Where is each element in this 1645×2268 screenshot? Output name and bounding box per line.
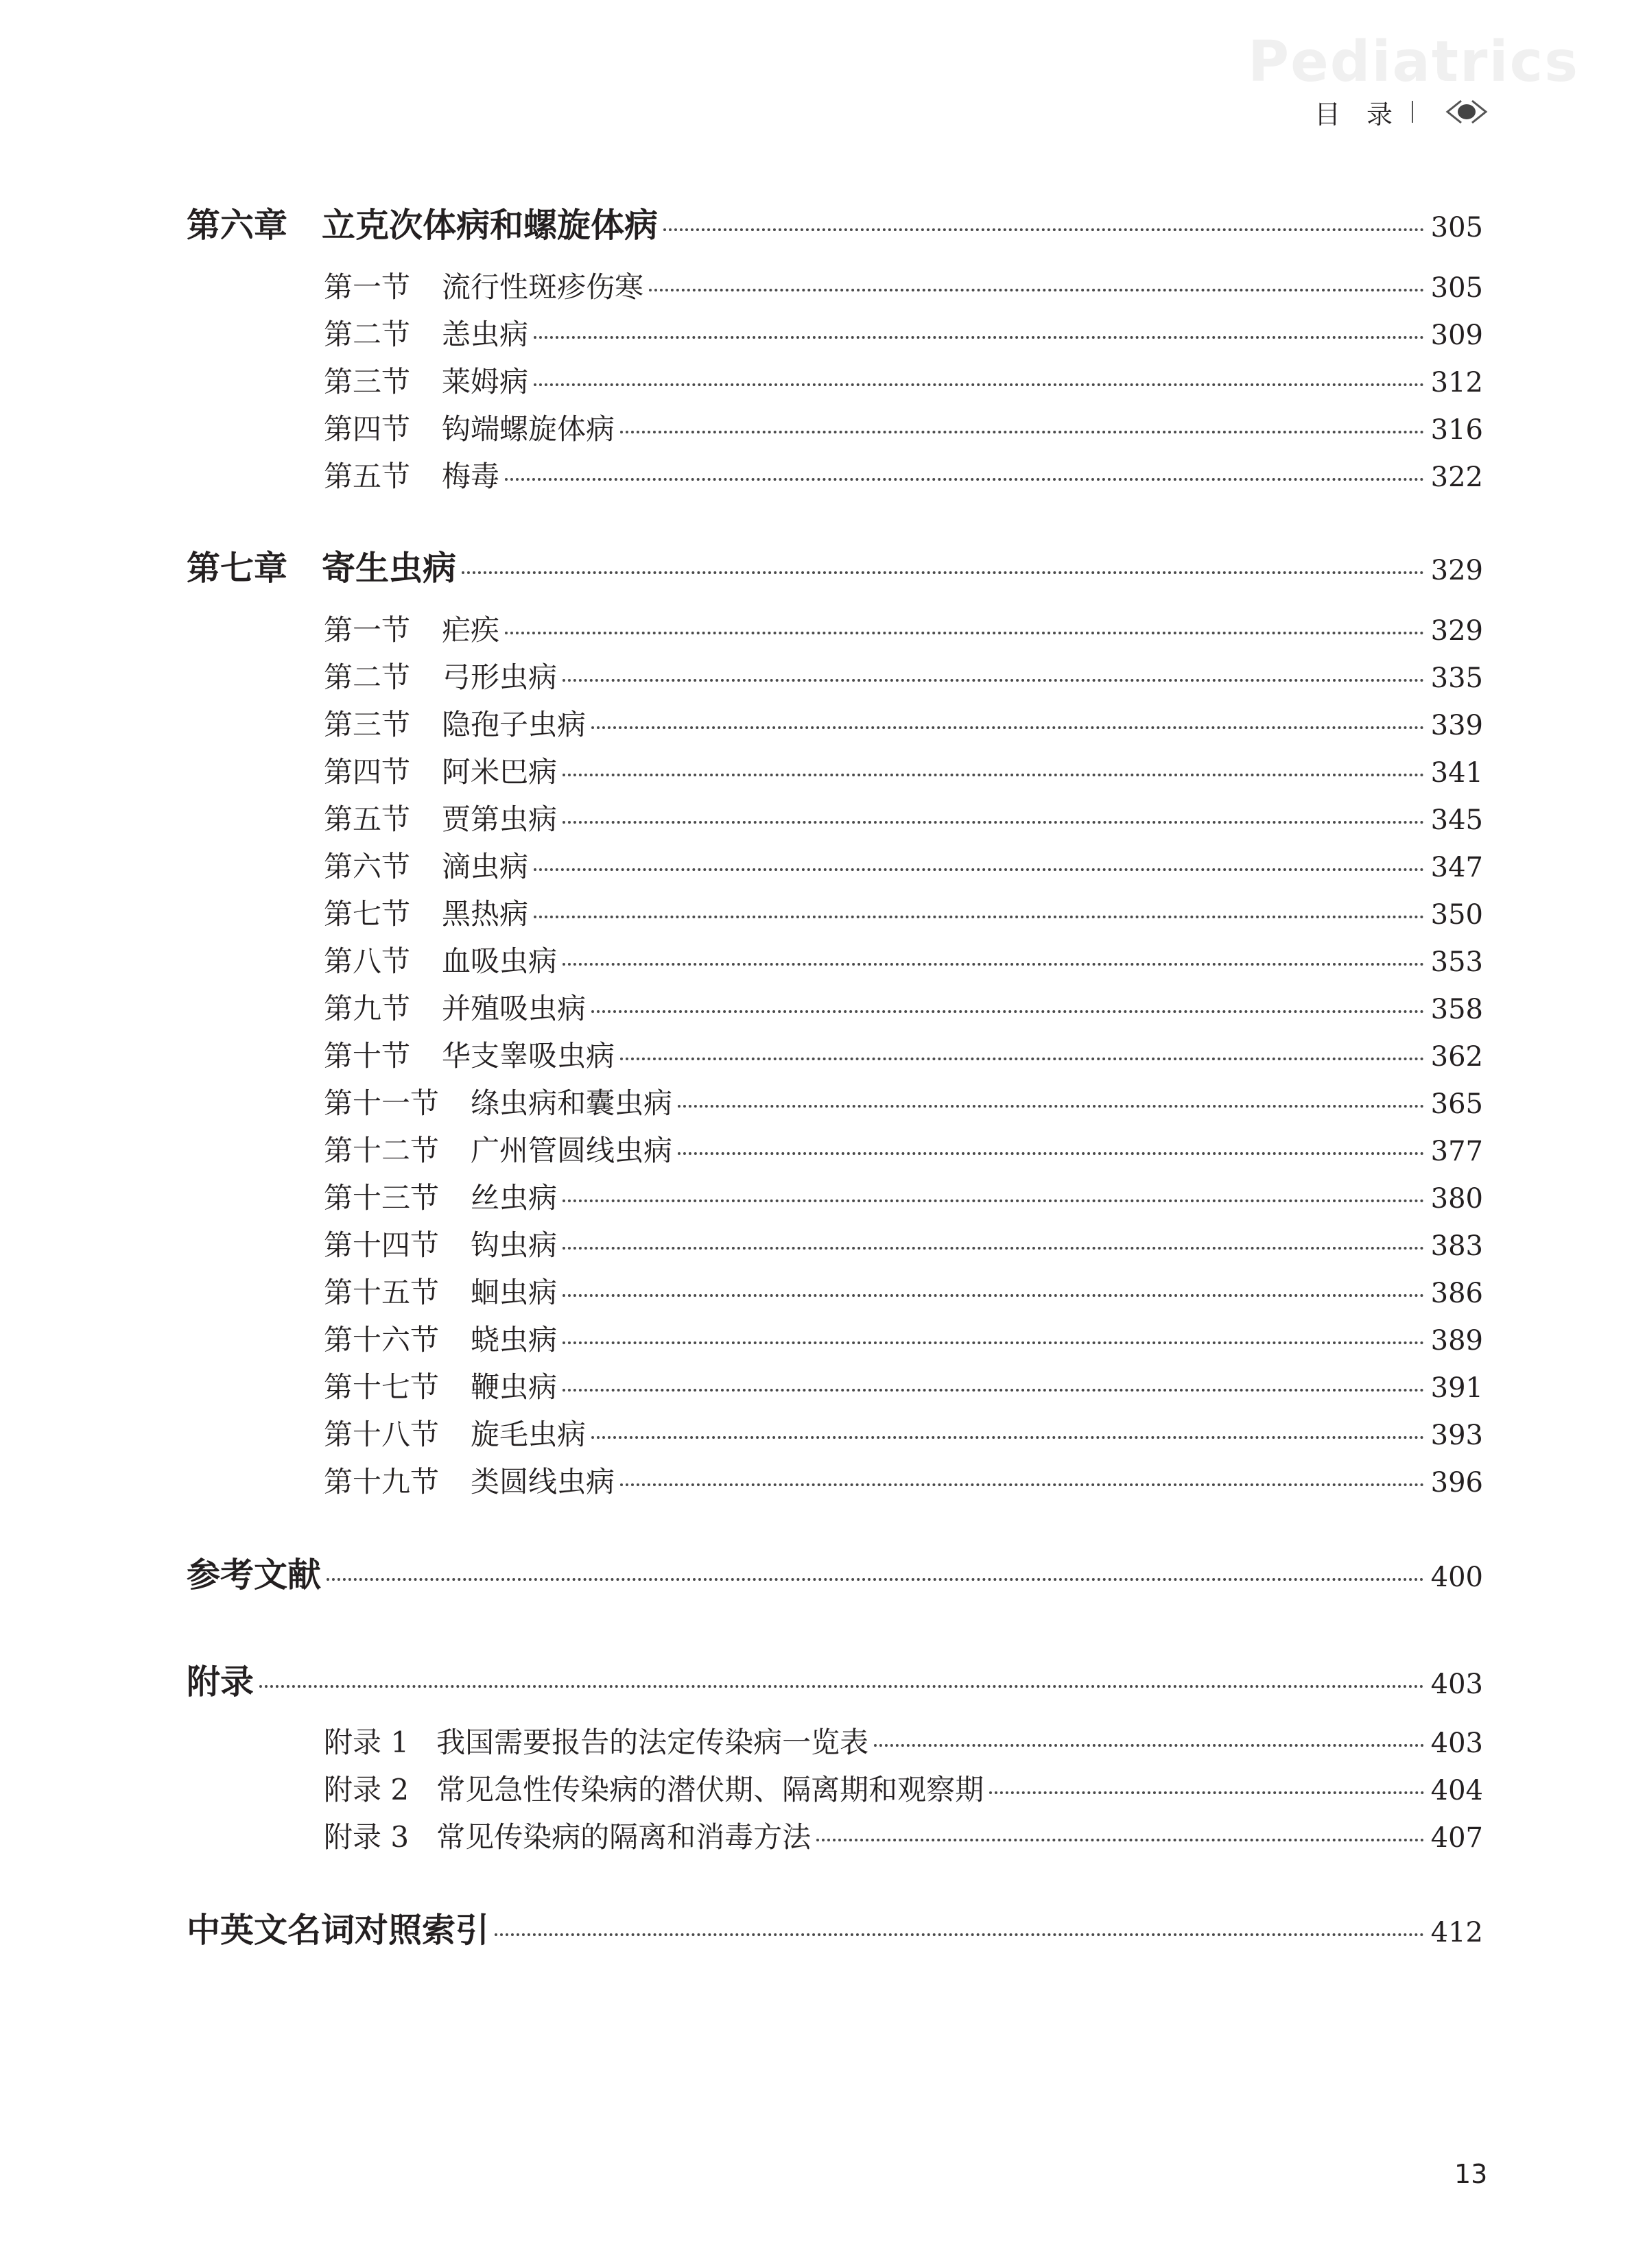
toc-section[interactable] [324,702,1483,743]
section-title: 我国需要报告的法定传染病一览表 [436,1726,869,1759]
section-label: 第四节 [324,755,411,789]
toc-section[interactable] [324,1128,1483,1169]
toc-section[interactable] [324,359,1483,401]
dot-leader [874,1744,1424,1747]
page-ref: 322 [1430,462,1483,493]
section-title: 蛔虫病 [471,1276,558,1309]
toc-section[interactable] [324,939,1483,980]
page-ref: 350 [1430,899,1483,931]
page-ref: 329 [1430,615,1483,647]
page-ref: 412 [1430,1917,1483,1948]
dot-leader [259,1685,1424,1688]
section-title: 贾第虫病 [442,802,558,836]
chapter-title: 立克次体病和螺旋体病 [322,206,659,245]
toc-section[interactable] [324,1034,1483,1075]
section-label: 第五节 [324,802,411,836]
dot-leader [505,632,1424,634]
toc-section[interactable] [324,1081,1483,1122]
page-ref: 329 [1430,555,1483,586]
page-ref: 309 [1430,320,1483,351]
section-title: 类圆线虫病 [471,1465,615,1499]
page-ref: 358 [1430,994,1483,1025]
dot-leader [462,571,1424,574]
dot-leader [563,774,1424,776]
dot-leader [563,963,1424,966]
page-ref: 339 [1430,710,1483,741]
section-label: 第一节 [324,613,411,647]
section-title: 常见传染病的隔离和消毒方法 [436,1820,812,1854]
dot-leader [591,1010,1424,1013]
dot-leader [649,289,1424,291]
dot-leader [563,1341,1424,1344]
section-title: 恙虫病 [442,318,529,351]
section-label: 第九节 [324,992,411,1025]
dot-leader [534,868,1424,871]
dot-leader [563,1389,1424,1392]
toc-section[interactable] [324,986,1483,1027]
dot-leader [563,1247,1424,1250]
dot-leader [620,1058,1424,1060]
toc-appendix-item[interactable] [324,1767,1483,1809]
toc-section[interactable] [324,1412,1483,1453]
section-label: 第十八节 [324,1418,440,1451]
page-ref: 403 [1430,1728,1483,1759]
dot-leader [678,1152,1424,1155]
section-label: 第十六节 [324,1323,440,1357]
toc-chapter-6[interactable] [187,199,1483,247]
dot-leader [327,1578,1424,1581]
section-label: 第十二节 [324,1134,440,1167]
section-label: 第二节 [324,660,411,694]
toc-section[interactable] [324,312,1483,353]
page-ref: 380 [1430,1183,1483,1215]
section-title: 阿米巴病 [442,755,558,789]
dot-leader [534,383,1424,386]
chapter-label: 第六章 [187,206,288,245]
section-label: 附录 2 [324,1773,410,1806]
toc-index[interactable] [187,1904,1483,1952]
page-ref: 341 [1430,757,1483,789]
section-title: 隐孢子虫病 [442,708,587,741]
running-header [1314,95,1489,129]
page-ref: 345 [1430,804,1483,836]
page-ref: 377 [1430,1136,1483,1167]
book-badge-icon [1445,98,1489,126]
toc-section[interactable] [324,1365,1483,1406]
dot-leader [563,1199,1424,1202]
section-label: 第七节 [324,897,411,931]
toc-section[interactable] [324,1270,1483,1311]
toc-section[interactable] [324,844,1483,885]
dot-leader [505,478,1424,481]
toc-section[interactable] [324,1223,1483,1264]
page-ref: 391 [1430,1372,1483,1404]
section-title: 绦虫病和囊虫病 [471,1086,673,1120]
section-label: 第十九节 [324,1465,440,1499]
dot-leader [591,1436,1424,1439]
toc-appendix-item[interactable] [324,1720,1483,1761]
page-ref: 347 [1430,852,1483,883]
section-title: 华支睾吸虫病 [442,1039,615,1073]
page-ref: 386 [1430,1278,1483,1309]
pediatrics-watermark: Pediatrics [1247,29,1579,95]
page-ref: 335 [1430,663,1483,694]
page-ref: 396 [1430,1467,1483,1499]
page-ref: 404 [1430,1775,1483,1806]
chapter-label: 第七章 [187,549,288,588]
section-title: 鞭虫病 [471,1370,558,1404]
section-title: 丝虫病 [471,1181,558,1215]
dot-leader [989,1791,1424,1794]
toc-section[interactable] [324,750,1483,791]
toc-section[interactable] [324,608,1483,649]
section-label: 第三节 [324,708,411,741]
page-ref: 312 [1430,367,1483,398]
section-title: 滴虫病 [442,850,529,883]
toc-section[interactable] [324,265,1483,306]
toc-section[interactable] [324,454,1483,495]
section-label: 第三节 [324,365,411,398]
section-label: 第四节 [324,412,411,446]
page-ref: 393 [1430,1420,1483,1451]
dot-leader [620,431,1424,433]
page-ref: 407 [1430,1822,1483,1854]
toc-appendix[interactable] [187,1656,1483,1704]
section-title: 旋毛虫病 [471,1418,587,1451]
section-title: 血吸虫病 [442,944,558,978]
page-ref: 389 [1430,1325,1483,1357]
toc-appendix-item[interactable] [324,1815,1483,1856]
dot-leader [678,1105,1424,1108]
page-number: 13 [1454,2159,1488,2189]
section-label: 第十一节 [324,1086,440,1120]
section-label: 第五节 [324,459,411,493]
section-label: 附录 3 [324,1820,410,1854]
page-ref: 362 [1430,1041,1483,1073]
running-header-title: 目 录 [1314,99,1393,130]
dot-leader [591,726,1424,729]
toc-section[interactable] [324,655,1483,696]
page-ref: 316 [1430,414,1483,446]
chapter-title: 中英文名词对照索引 [187,1911,490,1950]
dot-leader [563,1294,1424,1297]
toc-section[interactable] [324,1459,1483,1501]
section-title: 蛲虫病 [471,1323,558,1357]
page-ref: 403 [1430,1669,1483,1700]
section-title: 疟疾 [442,613,500,647]
section-title: 莱姆病 [442,365,529,398]
section-title: 梅毒 [442,459,500,493]
section-label: 第十四节 [324,1228,440,1262]
chapter-title: 寄生虫病 [322,549,457,588]
dot-leader [534,916,1424,918]
dot-leader [534,336,1424,339]
section-label: 第十五节 [324,1276,440,1309]
chapter-title: 附录 [187,1662,255,1702]
dot-leader [495,1933,1424,1936]
dot-leader [620,1483,1424,1486]
toc-section[interactable] [324,407,1483,448]
toc-chapter-7[interactable] [187,542,1483,590]
dot-leader [563,679,1424,682]
header-divider [1412,101,1413,123]
toc-section[interactable] [324,892,1483,933]
section-label: 第二节 [324,318,411,351]
section-title: 弓形虫病 [442,660,558,694]
section-title: 常见急性传染病的潜伏期、隔离期和观察期 [436,1773,984,1806]
section-title: 并殖吸虫病 [442,992,587,1025]
section-label: 第十三节 [324,1181,440,1215]
toc-references[interactable] [187,1549,1483,1597]
dot-leader [563,821,1424,824]
section-label: 第十七节 [324,1370,440,1404]
dot-leader [663,228,1424,231]
page-ref: 353 [1430,946,1483,978]
dot-leader [816,1839,1424,1841]
toc-section[interactable] [324,797,1483,838]
toc-section[interactable] [324,1175,1483,1217]
section-label: 附录 1 [324,1726,410,1759]
page-ref: 365 [1430,1088,1483,1120]
section-title: 广州管圆线虫病 [471,1134,673,1167]
section-title: 流行性斑疹伤寒 [442,270,644,304]
section-label: 第十节 [324,1039,411,1073]
section-label: 第六节 [324,850,411,883]
section-title: 钩虫病 [471,1228,558,1262]
page-ref: 383 [1430,1230,1483,1262]
section-title: 钩端螺旋体病 [442,412,615,446]
section-title: 黑热病 [442,897,529,931]
section-label: 第八节 [324,944,411,978]
page-ref: 305 [1430,212,1483,243]
page-ref: 305 [1430,272,1483,304]
toc-section[interactable] [324,1317,1483,1359]
section-label: 第一节 [324,270,411,304]
chapter-title: 参考文献 [187,1555,322,1595]
page-ref: 400 [1430,1562,1483,1593]
